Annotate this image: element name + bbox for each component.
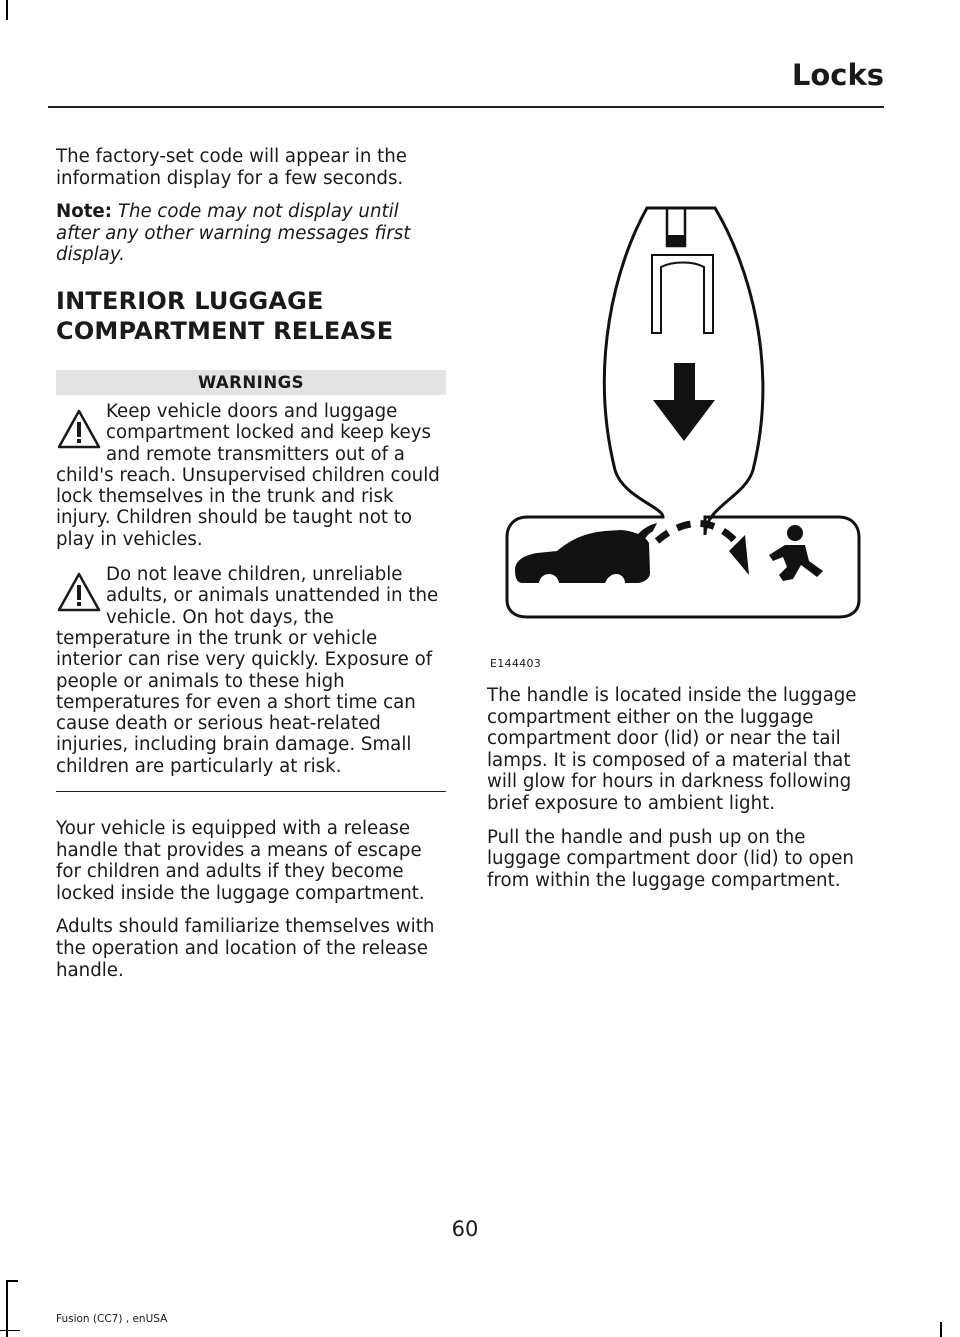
release-handle-illustration bbox=[487, 195, 882, 670]
warning-2-text: Do not leave children, unreliable adults, or animals unattended in the vehicle. On hot days, the temperature in the trunk or vehicle interior can rise very quickly. Exposure of people or animals to these high temperatures for even a short time can cause death or serious heat-related injuries, including brain damage. Small children are particularly at risk. bbox=[56, 564, 439, 777]
crop-mark bbox=[6, 1280, 18, 1282]
car-icon bbox=[515, 530, 650, 583]
note-label: Note: bbox=[56, 201, 113, 223]
figure-code: E144403 bbox=[490, 657, 542, 670]
header-rule bbox=[48, 106, 884, 108]
crop-mark bbox=[6, 0, 8, 20]
arrow-down-icon bbox=[653, 363, 715, 441]
section-heading bbox=[56, 286, 446, 346]
handle-strap bbox=[652, 255, 713, 333]
crop-mark bbox=[6, 1280, 8, 1337]
familiarize-paragraph: Adults should familiarize themselves with the operation and location of the release handle. bbox=[56, 916, 435, 981]
warning-triangle-icon bbox=[56, 570, 102, 616]
page-header-title: Locks bbox=[791, 58, 884, 92]
warnings-title: WARNINGS bbox=[56, 370, 446, 395]
footer-doc-id: Fusion (CC7) , enUSA bbox=[56, 1313, 168, 1325]
page-number: 60 bbox=[451, 1217, 479, 1241]
warning-1 bbox=[56, 401, 446, 550]
release-handle-paragraph: Your vehicle is equipped with a release handle that provides a means of escape for children and adults if they become locked inside the luggage compartment. bbox=[56, 818, 425, 904]
section-heading-line2: COMPARTMENT RELEASE bbox=[56, 316, 394, 345]
crop-mark bbox=[940, 1322, 942, 1337]
note-paragraph bbox=[56, 201, 446, 266]
intro-paragraph: The factory-set code will appear in the information display for a few seconds. bbox=[56, 146, 407, 189]
crop-mark bbox=[0, 1330, 20, 1331]
warning-triangle-icon bbox=[56, 407, 102, 453]
warnings-end-rule bbox=[56, 791, 446, 792]
escape-path-dashes bbox=[657, 523, 739, 545]
note-text: The code may not display until after any other warning messages first display. bbox=[56, 201, 411, 266]
pull-handle-paragraph: Pull the handle and push up on the luggage compartment door (lid) to open from within the luggage compartment. bbox=[487, 826, 854, 891]
handle-location-paragraph: The handle is located inside the luggage compartment either on the luggage compartment door (lid) or near the tail lamps. It is composed of a material that will glow for hours in darkness following brief exposure to ambient light. bbox=[487, 685, 857, 814]
running-child-icon bbox=[769, 525, 823, 581]
left-column bbox=[56, 146, 446, 993]
right-column bbox=[487, 685, 883, 903]
warning-1-text: Keep vehicle doors and luggage compartment locked and keep keys and remote transmitters out of a child's reach. Unsupervised children could lock themselves in the trunk and risk injury. Children should be taught not to play in vehicles. bbox=[56, 400, 440, 550]
section-heading-line1: INTERIOR LUGGAGE bbox=[56, 286, 324, 315]
warning-2 bbox=[56, 564, 446, 777]
